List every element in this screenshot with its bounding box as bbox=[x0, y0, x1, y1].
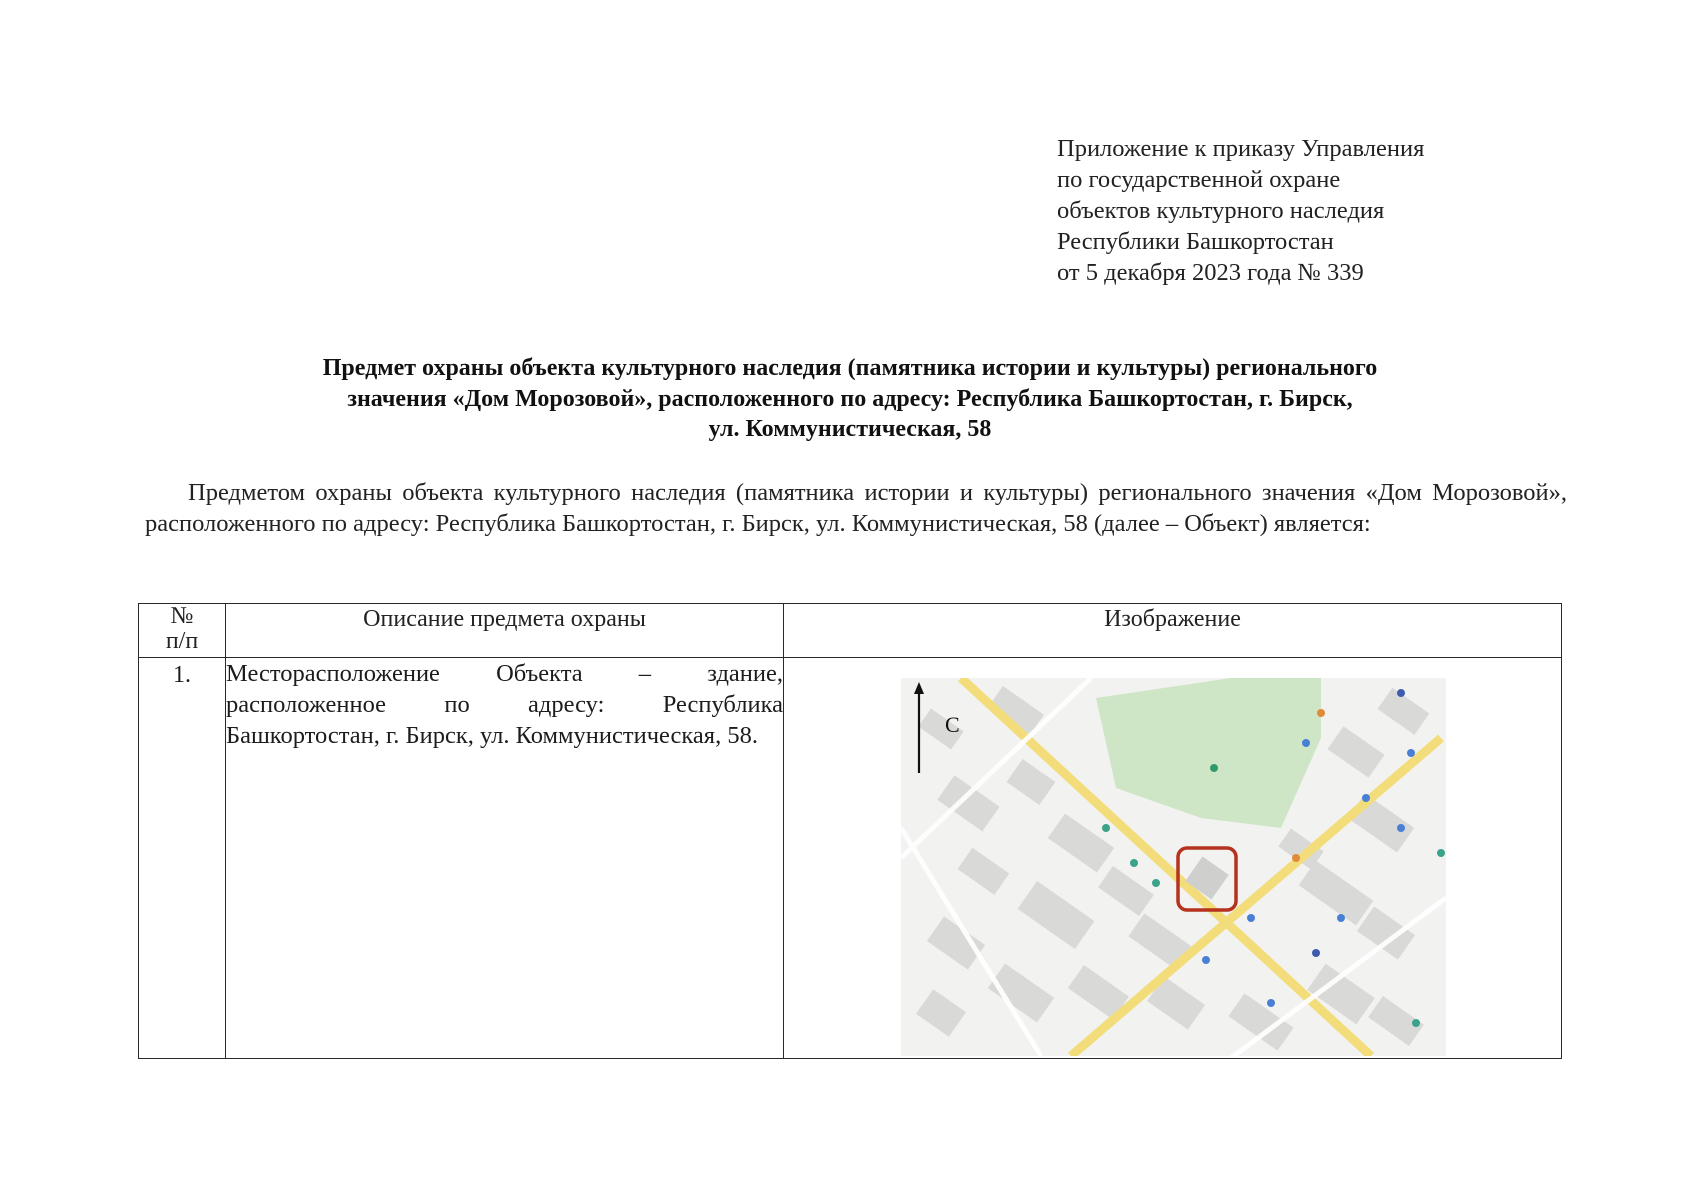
north-label: С bbox=[945, 712, 960, 737]
appendix-line: объектов культурного наследия bbox=[1057, 197, 1385, 224]
map-graphic bbox=[901, 678, 1446, 1056]
row-number: 1. bbox=[139, 658, 226, 1059]
table-row bbox=[139, 658, 1562, 1059]
table-header-row bbox=[139, 604, 1562, 658]
header-number bbox=[139, 604, 226, 658]
document-title bbox=[150, 353, 1550, 445]
intro-paragraph bbox=[145, 478, 1567, 539]
header-description: Описание предмета охраны bbox=[226, 604, 784, 658]
appendix-line: Приложение к приказу Управления bbox=[1057, 135, 1425, 162]
protection-table bbox=[138, 603, 1562, 1059]
north-arrow-icon bbox=[901, 678, 981, 778]
title-line: ул. Коммунистическая, 58 bbox=[708, 416, 992, 442]
appendix-note bbox=[1057, 133, 1424, 288]
appendix-line: Республики Башкортостан bbox=[1057, 228, 1334, 255]
appendix-line: по государственной охране bbox=[1057, 166, 1341, 193]
appendix-line: от 5 декабря 2023 года № 339 bbox=[1057, 259, 1364, 286]
intro-text: Предметом охраны объекта культурного наследия (памятника истории и культуры) регионального значения «Дом Морозовой», расположенного по адресу: Республика Башкортостан, г. Бирск, ул. Коммунистическая, 58 (далее – Объект) является: bbox=[145, 479, 1567, 537]
location-map bbox=[901, 678, 1446, 1056]
title-line: Предмет охраны объекта культурного наследия (памятника истории и культуры) регионального bbox=[322, 355, 1378, 381]
row-image-cell bbox=[784, 658, 1562, 1059]
header-image: Изображение bbox=[784, 604, 1562, 658]
title-line: значения «Дом Морозовой», расположенного по адресу: Республика Башкортостан, г. Бирск, bbox=[347, 385, 1353, 412]
header-number-sign: № bbox=[170, 603, 194, 629]
row-description: Месторасположение Объекта – здание, расположенное по адресу: Республика Башкортостан, г. Бирск, ул. Коммунистическая, 58. bbox=[226, 658, 784, 1059]
header-number-abbr: п/п bbox=[165, 628, 199, 654]
